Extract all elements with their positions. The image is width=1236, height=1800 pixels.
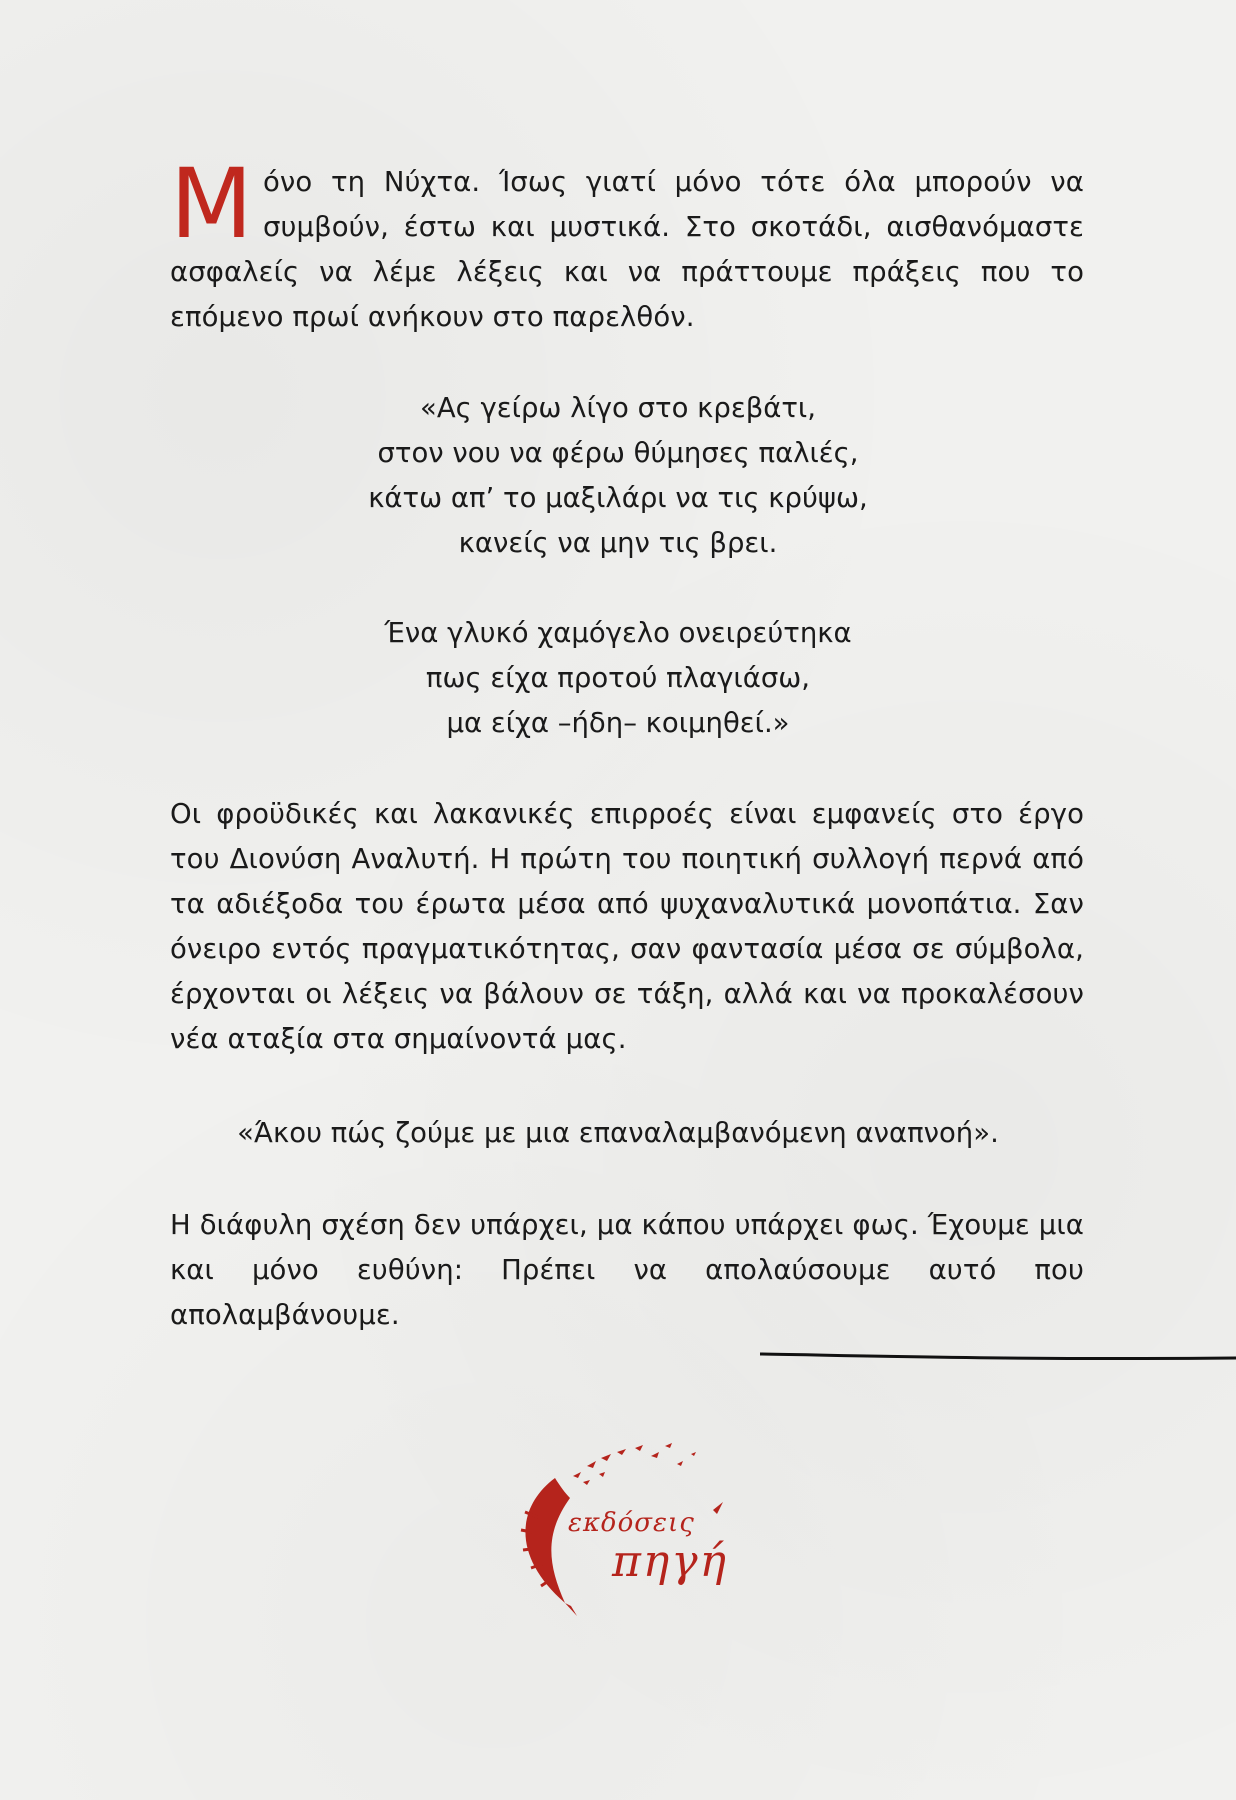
- poem-line: στον νου να φέρω θύμησες παλιές,: [377, 437, 859, 469]
- poem-line: «Ας γείρω λίγο στο κρεβάτι,: [420, 392, 816, 424]
- poem-line: κάτω απ’ το μαξιλάρι να τις κρύψω,: [368, 482, 868, 514]
- body-paragraph-3: Η διάφυλη σχέση δεν υπάρχει, μα κάπου υπάρχει φως. Έχουμε μια και μόνο ευθύνη: Πρέπει να απολαύσουμε αυτό που απολαμβάνουμε.: [170, 1209, 1084, 1331]
- pull-quote: «Άκου πώς ζούμε με μια επαναλαμβανόμενη αναπνοή».: [237, 1117, 999, 1149]
- poem-line: κανείς να μην τις βρει.: [458, 527, 778, 559]
- intro-paragraph: [170, 148, 1084, 340]
- poem-line: πως είχα προτού πλαγιάσω,: [425, 662, 811, 694]
- poem-line: μα είχα –ήδη– κοιμηθεί.»: [446, 707, 790, 739]
- drop-cap: Μ: [170, 148, 253, 260]
- publisher-name-line2: πηγή: [612, 1536, 728, 1587]
- poem-stanza-1: [0, 386, 1236, 566]
- body-paragraph-2: Οι φροϋδικές και λακανικές επιρροές είναι εμφανείς στο έργο του Διονύση Αναλυτή. Η πρώτη του ποιητική συλλογή περνά από τα αδιέξοδα του έρωτα μέσα από ψυχαναλυτικά μονοπάτια. Σαν όνειρο εντός πραγματικότητας, σαν φαντασία μέσα σε σύμβολα, έρχονται οι λέξεις να βάλουν σε τάξη, αλλά και να προκαλέσουν νέα αταξία στα σημαίνοντά μας.: [170, 798, 1084, 1055]
- poem-stanza-2: [0, 611, 1236, 746]
- decorative-rule: [760, 1350, 1236, 1362]
- publisher-name-line1: εκδόσεις: [568, 1508, 695, 1538]
- intro-text: όνο τη Νύχτα. Ίσως γιατί μόνο τότε όλα μπορούν να συμβούν, έστω και μυστικά. Στο σκοτάδι, αισθανόμαστε ασφαλείς να λέμε λέξεις και να πράττουμε πράξεις που το επόμενο πρωί ανήκουν στο παρελθόν.: [170, 166, 1084, 333]
- poem-line: Ένα γλυκό χαμόγελο ονειρεύτηκα: [384, 617, 852, 649]
